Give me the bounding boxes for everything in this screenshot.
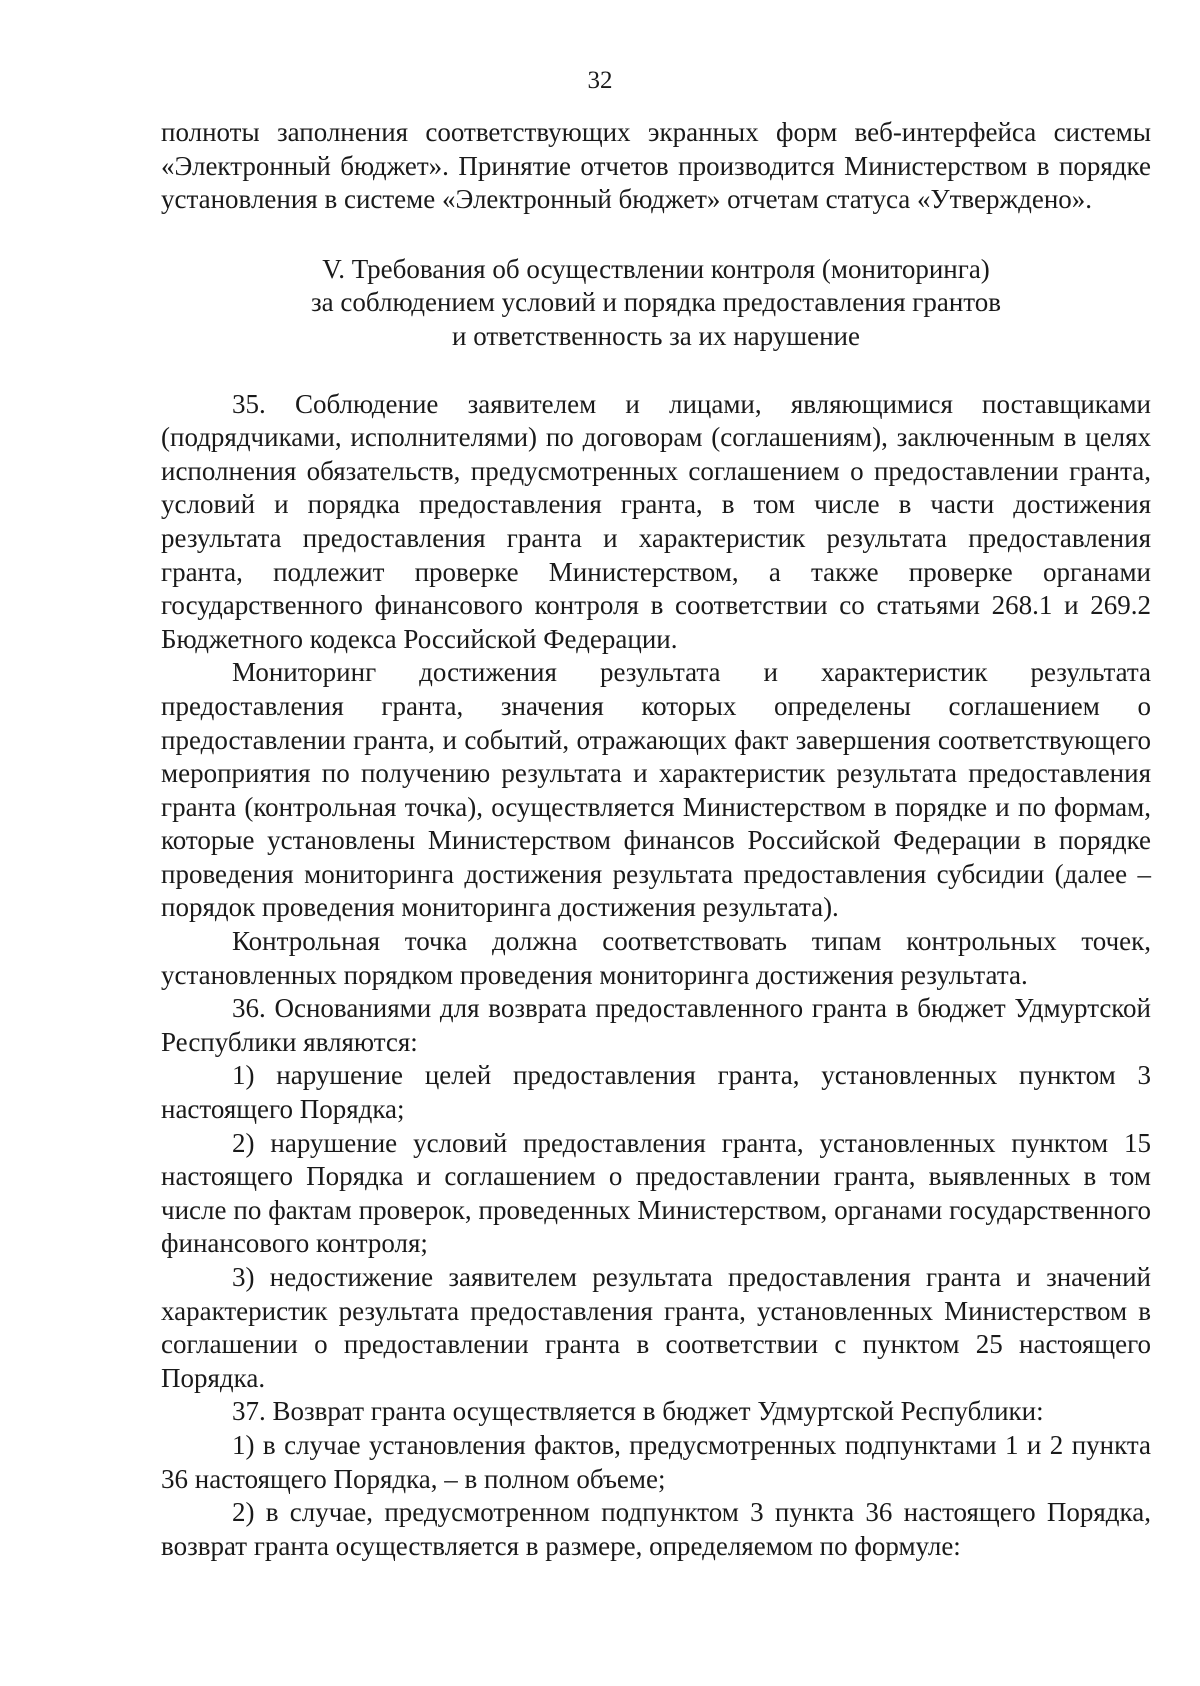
section-heading-line-1: V. Требования об осуществлении контроля (мониторинга) [322,253,990,284]
paragraph-35: 35. Соблюдение заявителем и лицами, являющимися поставщиками (подрядчиками, исполнителями) по договорам (соглашениям), заключенным в целях исполнения обязательств, предусмотренных соглашением о предоставлении гранта, условий и порядка предоставления гранта, в том числе в части достижения результата предоставления гранта и характеристик результата предоставления гранта, подлежит проверке Министерством, а также проверке органами государственного финансового контроля в соответствии со статьями 268.1 и 269.2 Бюджетного кодекса Российской Федерации. [161,388,1151,654]
page-number: 32 [587,67,613,94]
paragraph-36-item-1: 1) нарушение целей предоставления гранта, установленных пунктом 3 настоящего Порядка; [161,1060,1151,1125]
paragraph-36: 36. Основаниями для возврата предоставленного гранта в бюджет Удмуртской Республики являются: [161,993,1151,1057]
paragraph-36-item-2: 2) нарушение условий предоставления гранта, установленных пунктом 15 настоящего Порядка и соглашением о предоставлении гранта, выявленных в том числе по фактам проверок, проведенных Министерством, органами государственного финансового контроля; [161,1127,1151,1259]
paragraph-continuation: полноты заполнения соответствующих экранных форм веб-интерфейса системы «Электронный бюджет». Принятие отчетов производится Министерством в порядке установления в системе «Электронный бюджет» отчетам статуса «Утверждено». [161,117,1151,215]
document-body [161,116,1151,1563]
paragraph-monitoring: Мониторинг достижения результата и характеристик результата предоставления гранта, значения которых определены соглашением о предоставлении гранта, и событий, отражающих факт завершения соответствующего мероприятия по получению результата и характеристик результата предоставления гранта (контрольная точка), осуществляется Министерством в порядке и по формам, которые установлены Министерством финансов Российской Федерации в порядке проведения мониторинга достижения результата предоставления субсидии (далее – порядок проведения мониторинга достижения результата). [161,657,1151,923]
section-heading [161,253,1151,354]
paragraph-control-point: Контрольная точка должна соответствовать типам контрольных точек, установленных порядком проведения мониторинга достижения результата. [161,926,1151,990]
section-heading-line-3: и ответственность за их нарушение [452,320,860,351]
paragraph-36-item-3: 3) недостижение заявителем результата предоставления гранта и значений характеристик результата предоставления гранта, установленных Министерством в соглашении о предоставлении гранта в соответствии с пунктом 25 настоящего Порядка. [161,1262,1151,1393]
paragraph-37-item-2: 2) в случае, предусмотренном подпунктом 3 пункта 36 настоящего Порядка, возврат гранта осуществляется в размере, определяемом по формуле: [161,1497,1151,1561]
paragraph-37: 37. Возврат гранта осуществляется в бюджет Удмуртской Республики: [232,1396,1044,1427]
section-heading-line-2: за соблюдением условий и порядка предоставления грантов [311,287,1001,318]
paragraph-37-item-1: 1) в случае установления фактов, предусмотренных подпунктами 1 и 2 пункта 36 настоящего Порядка, – в полном объеме; [161,1429,1151,1494]
